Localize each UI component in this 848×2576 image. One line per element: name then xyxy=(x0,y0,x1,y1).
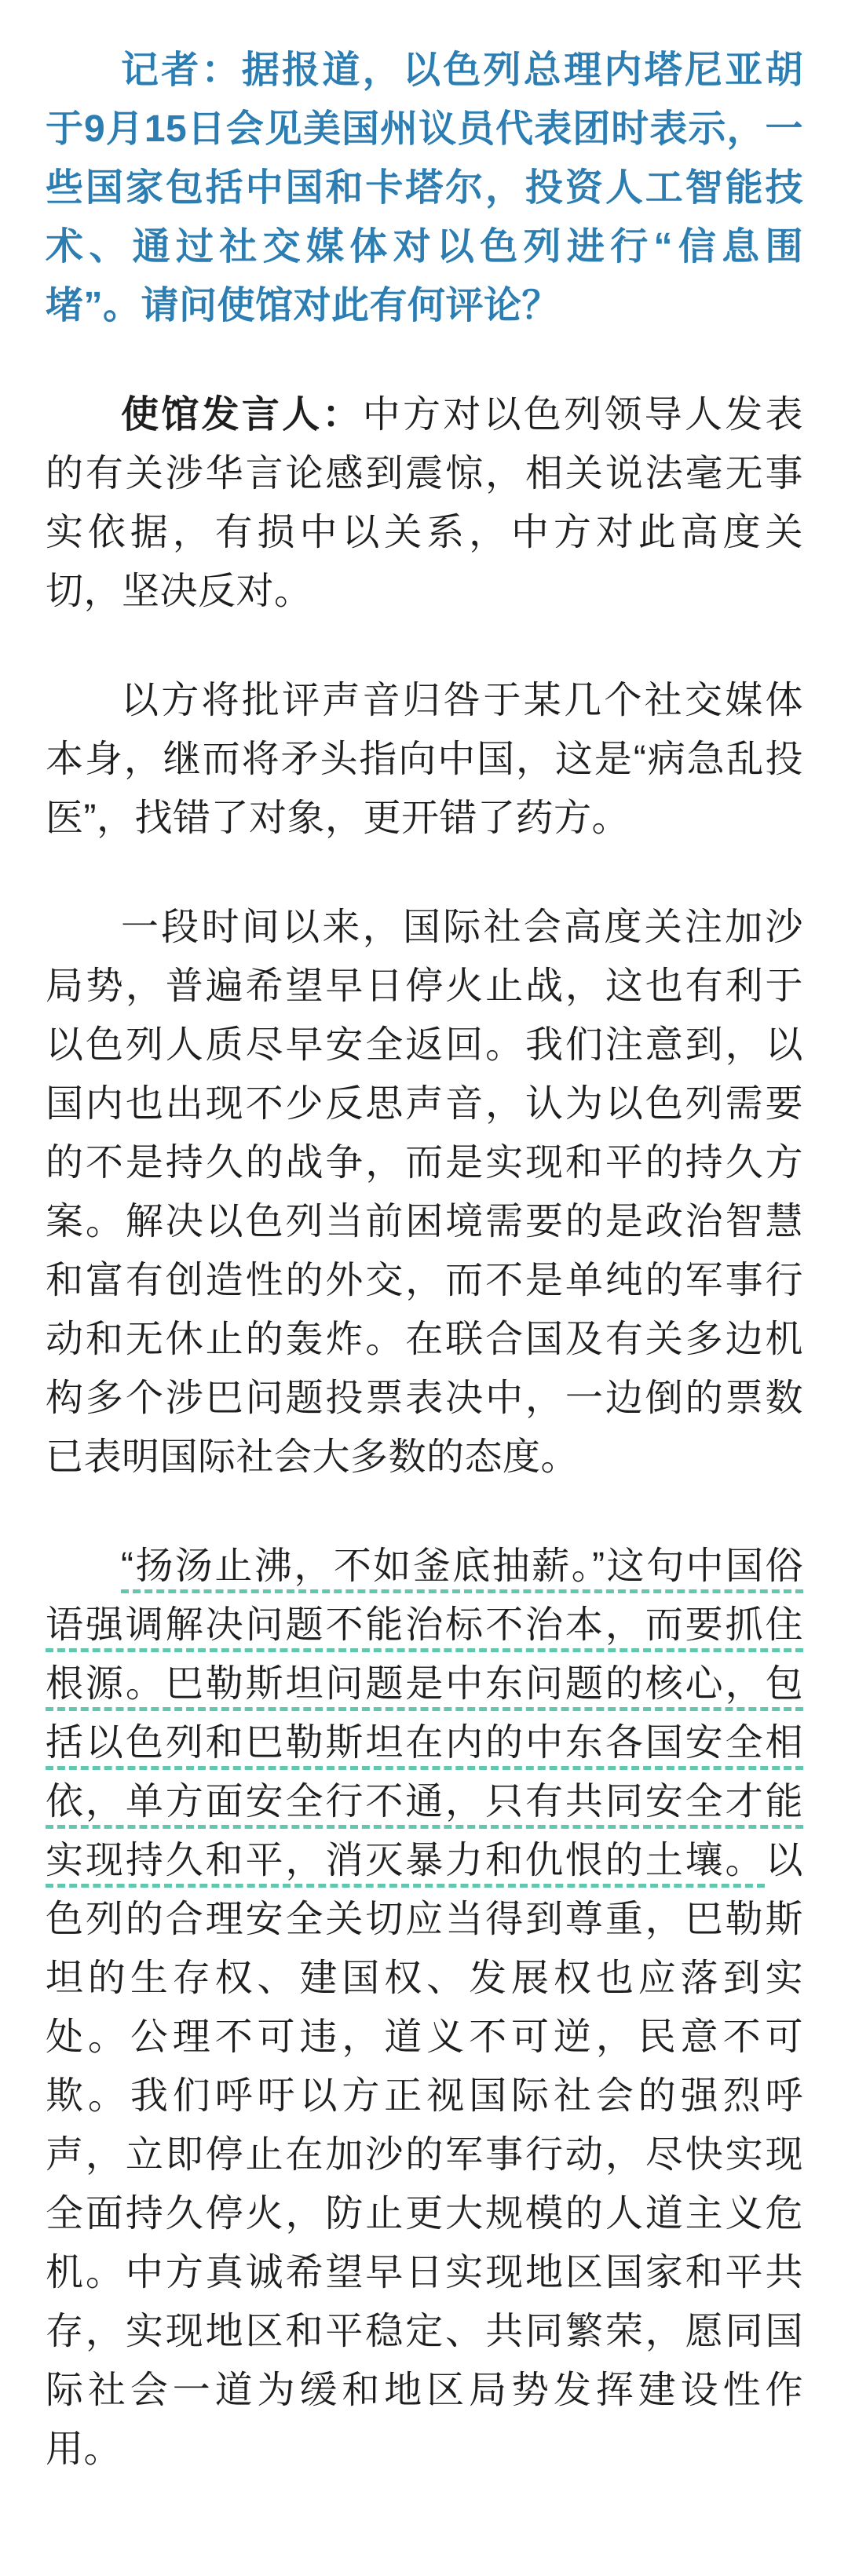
underlined-proverb-passage: “扬汤止沸，不如釜底抽薪。”这句中国俗语强调解决问题不能治标不治本，而要抓住根源。巴勒斯坦问题是中东问题的核心，包括以色列和巴勒斯坦在内的中东各国安全相依，单方面安全行不通，只有共同安全才能实现持久和平，消灭暴力和仇恨的土壤。 xyxy=(46,1545,803,1881)
spokesperson-label: 使馆发言人： xyxy=(121,394,363,436)
answer-paragraph-3 xyxy=(46,898,803,1487)
answer-paragraph-4 xyxy=(46,1537,803,2479)
answer-paragraph-2 xyxy=(46,671,803,848)
spokesperson-answer-paragraph-1 xyxy=(46,385,803,621)
reporter-label: 记者： xyxy=(121,49,242,91)
answer-text-3: 一段时间以来，国际社会高度关注加沙局势，普遍希望早日停火止战，这也有利于以色列人质尽早安全返回。我们注意到，以国内也出现不少反思声音，认为以色列需要的不是持久的战争，而是实现和平的持久方案。解决以色列当前困境需要的是政治智慧和富有创造性的外交，而不是单纯的军事行动和无休止的轰炸。在联合国及有关多边机构多个涉巴问题投票表决中，一边倒的票数已表明国际社会大多数的态度。 xyxy=(46,907,803,1478)
reporter-question-text: 据报道，以色列总理内塔尼亚胡于9月15日会见美国州议员代表团时表示，一些国家包括中国和卡塔尔，投资人工智能技术、通过社交媒体对以色列进行“信息围堵”。请问使馆对此有何评论？ xyxy=(46,49,803,327)
answer-text-4-rest: 以色列的合理安全关切应当得到尊重，巴勒斯坦的生存权、建国权、发展权也应落到实处。公理不可违，道义不可逆，民意不可欺。我们呼吁以方正视国际社会的强烈呼声，立即停止在加沙的军事行动，尽快实现全面持久停火，防止更大规模的人道主义危机。中方真诚希望早日实现地区国家和平共存，实现地区和平稳定、共同繁荣，愿同国际社会一道为缓和地区局势发挥建设性作用。 xyxy=(46,1840,803,2470)
spokesperson-answer-text-1: 中方对以色列领导人发表的有关涉华言论感到震惊，相关说法毫无事实依据，有损中以关系，中方对此高度关切，坚决反对。 xyxy=(46,394,803,612)
reporter-question-paragraph xyxy=(46,41,803,335)
answer-text-2: 以方将批评声音归咎于某几个社交媒体本身，继而将矛头指向中国，这是“病急乱投医”，找错了对象，更开错了药方。 xyxy=(46,680,803,839)
